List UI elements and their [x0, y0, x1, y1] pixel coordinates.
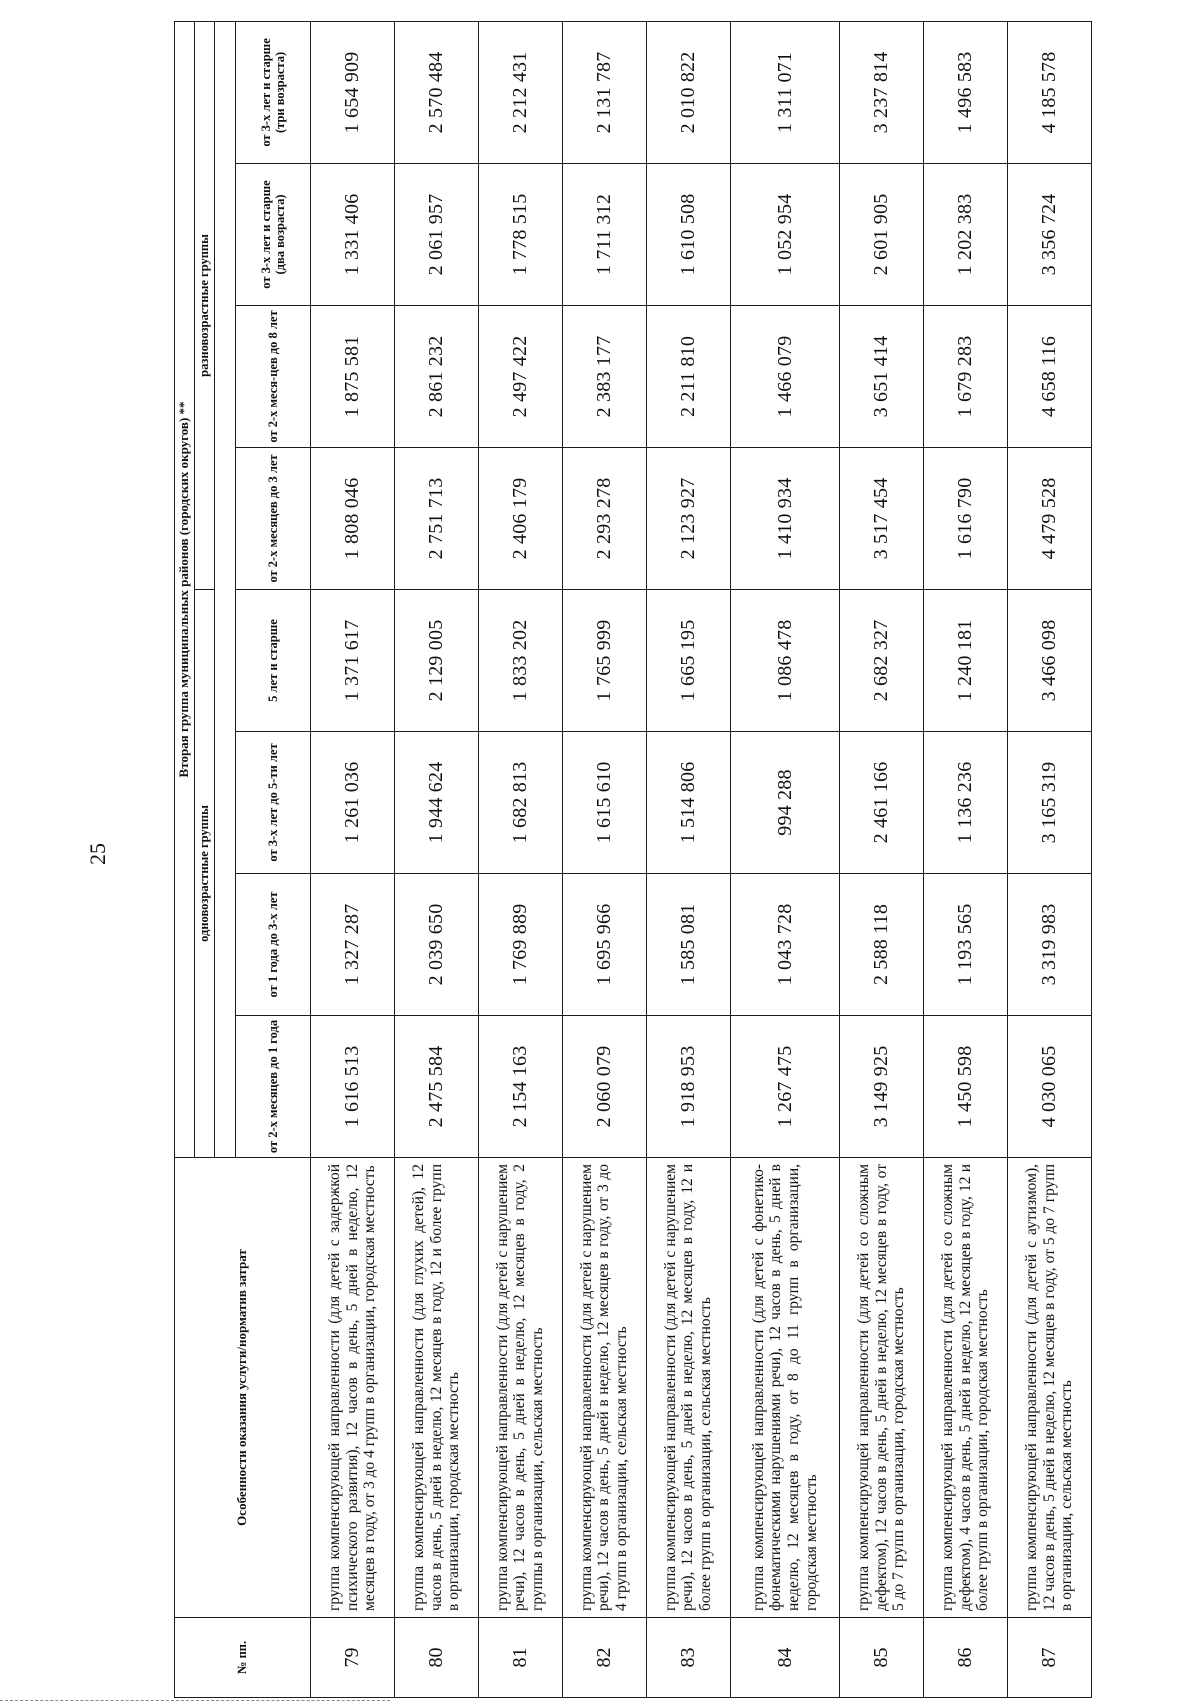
cost-value-cell: 1 808 046: [311, 448, 395, 590]
sub-header: 5 лет и старше: [236, 590, 311, 732]
sub-header: от 3-х лет и старше (два возраста): [236, 164, 311, 306]
cost-value-cell: 1 875 581: [311, 306, 395, 448]
cost-value-cell: 2 751 713: [394, 448, 478, 590]
table-row: [1007, 21, 1091, 1697]
row-number: 81: [478, 1618, 562, 1698]
cost-value-cell: 3 651 414: [840, 306, 924, 448]
cost-value-cell: 2 010 822: [646, 21, 730, 163]
cost-value-cell: 1 371 617: [311, 590, 395, 732]
row-description: группа компенсирующей направленности (для детей с аутизмом), 12 часов в день, 5 дней в неделю, 12 месяцев в году, от 5 до 7 групп в организации, сельская местность: [1007, 1158, 1091, 1618]
cost-value-cell: 1 615 610: [562, 732, 646, 874]
cost-value-cell: 2 475 584: [394, 1016, 478, 1158]
table-row: [730, 21, 840, 1697]
row-description: группа компенсирующей направленности (для детей со сложным дефектом), 4 часов в день, 5 дней в неделю, 12 месяцев в году, 12 и более групп в организации, городская местность: [924, 1158, 1008, 1618]
row-number: 85: [840, 1618, 924, 1698]
cost-value-cell: 2 123 927: [646, 448, 730, 590]
cost-value-cell: 1 240 181: [924, 590, 1008, 732]
cost-value-cell: 2 131 787: [562, 21, 646, 163]
sub-header: от 1 года до 3-х лет: [236, 874, 311, 1016]
table-row: [840, 21, 924, 1697]
table-row: [311, 21, 395, 1697]
cost-value-cell: 1 665 195: [646, 590, 730, 732]
cost-value-cell: 2 601 905: [840, 164, 924, 306]
cost-value-cell: 1 616 790: [924, 448, 1008, 590]
cost-value-cell: 2 406 179: [478, 448, 562, 590]
cost-value-cell: 1 052 954: [730, 164, 840, 306]
cost-value-cell: 3 149 925: [840, 1016, 924, 1158]
cost-value-cell: 1 679 283: [924, 306, 1008, 448]
cost-value-cell: 1 711 312: [562, 164, 646, 306]
cost-value-cell: 2 383 177: [562, 306, 646, 448]
col-desc-header: Особенности оказания услуги/норматив затрат: [175, 1158, 311, 1618]
cost-value-cell: 1 695 966: [562, 874, 646, 1016]
cost-value-cell: 2 154 163: [478, 1016, 562, 1158]
cost-value-cell: 1 267 475: [730, 1016, 840, 1158]
row-description: группа компенсирующей направленности (для детей с фонетико-фонематическими нарушениями речи), 12 часов в день, 5 дней в неделю, 12 месяцев в году, от 8 до 11 групп в организации, городская местность: [730, 1158, 840, 1618]
cost-value-cell: 1 585 081: [646, 874, 730, 1016]
cost-value-cell: 1 331 406: [311, 164, 395, 306]
cost-value-cell: 1 450 598: [924, 1016, 1008, 1158]
table-body: [311, 21, 1092, 1697]
cost-value-cell: 1 769 889: [478, 874, 562, 1016]
row-description: группа компенсирующей направленности (для детей с нарушением речи), 12 часов в день, 5 дней в неделю, 12 месяцев в году, 12 и более групп в организации, сельская местность: [646, 1158, 730, 1618]
cost-value-cell: 2 588 118: [840, 874, 924, 1016]
single-age-header: одновозрастные группы: [195, 590, 215, 1158]
row-number: 79: [311, 1618, 395, 1698]
header-spacer-row: [215, 21, 236, 1157]
cost-value-cell: 1 682 813: [478, 732, 562, 874]
cost-value-cell: 2 129 005: [394, 590, 478, 732]
cost-value-cell: 2 497 422: [478, 306, 562, 448]
cost-value-cell: 1 616 513: [311, 1016, 395, 1158]
row-number: 86: [924, 1618, 1008, 1698]
cost-value-cell: 4 479 528: [1007, 448, 1091, 590]
row-number: 87: [1007, 1618, 1091, 1698]
cost-norms-table: [174, 21, 1092, 1698]
row-number: 83: [646, 1618, 730, 1698]
cost-value-cell: 3 356 724: [1007, 164, 1091, 306]
cost-value-cell: 4 030 065: [1007, 1016, 1091, 1158]
sub-header: от 3-х лет и старше (три возраста): [236, 21, 311, 163]
cost-value-cell: 2 061 957: [394, 164, 478, 306]
cost-value-cell: 2 861 232: [394, 306, 478, 448]
cost-value-cell: 2 060 079: [562, 1016, 646, 1158]
cost-value-cell: 1 944 624: [394, 732, 478, 874]
cost-value-cell: 1 514 806: [646, 732, 730, 874]
cost-value-cell: 2 461 166: [840, 732, 924, 874]
cost-value-cell: 3 237 814: [840, 21, 924, 163]
cost-value-cell: 1 765 999: [562, 590, 646, 732]
cost-value-cell: 4 658 116: [1007, 306, 1091, 448]
cost-value-cell: 1 193 565: [924, 874, 1008, 1016]
cost-value-cell: 4 185 578: [1007, 21, 1091, 163]
cost-value-cell: 1 833 202: [478, 590, 562, 732]
cost-value-cell: 1 136 236: [924, 732, 1008, 874]
cost-value-cell: 3 466 098: [1007, 590, 1091, 732]
cost-value-cell: 1 327 287: [311, 874, 395, 1016]
cost-value-cell: 1 654 909: [311, 21, 395, 163]
cost-value-cell: 1 778 515: [478, 164, 562, 306]
sub-header: от 2-х меся-цев до 8 лет: [236, 306, 311, 448]
cost-value-cell: 1 311 071: [730, 21, 840, 163]
page-number: 25: [85, 843, 110, 865]
footer-rule: [0, 1700, 390, 1701]
cost-value-cell: 3 517 454: [840, 448, 924, 590]
sub-header: от 3-х лет до 5-ти лет: [236, 732, 311, 874]
row-number: 82: [562, 1618, 646, 1698]
cost-value-cell: 2 293 278: [562, 448, 646, 590]
row-description: группа компенсирующей направленности (для детей с нарушением речи), 12 часов в день, 5 дней в неделю, 12 месяцев в году, от 3 до 4 групп в организации, сельская местность: [562, 1158, 646, 1618]
cost-value-cell: 1 466 079: [730, 306, 840, 448]
cost-value-cell: 3 165 319: [1007, 732, 1091, 874]
table-row: [924, 21, 1008, 1697]
group-header: Вторая группа муниципальных районов (городских округов) **: [175, 21, 195, 1157]
cost-value-cell: 2 212 431: [478, 21, 562, 163]
row-description: группа компенсирующей направленности (для детей с нарушением речи), 12 часов в день, 5 дней в неделю, 12 месяцев в году, 2 группы в организации, сельская местность: [478, 1158, 562, 1618]
table-row: [478, 21, 562, 1697]
cost-value-cell: 2 682 327: [840, 590, 924, 732]
cost-value-cell: 1 086 478: [730, 590, 840, 732]
cost-value-cell: 1 410 934: [730, 448, 840, 590]
cost-value-cell: 2 570 484: [394, 21, 478, 163]
rotated-table-container: [174, 22, 1092, 1698]
table-row: [394, 21, 478, 1697]
cost-value-cell: 1 043 728: [730, 874, 840, 1016]
row-description: группа компенсирующей направленности (для глухих детей), 12 часов в день, 5 дней в неделю, 12 месяцев в году, 12 и более групп в организации, городская местность: [394, 1158, 478, 1618]
row-description: группа компенсирующей направленности (для детей с задержкой психического развития), 12 часов в день, 5 дней в неделю, 12 месяцев в году, от 3 до 4 групп в организации, городская местность: [311, 1158, 395, 1618]
table-row: [562, 21, 646, 1697]
row-number: 84: [730, 1618, 840, 1698]
cost-value-cell: 1 202 383: [924, 164, 1008, 306]
cost-value-cell: 2 211 810: [646, 306, 730, 448]
row-description: группа компенсирующей направленности (для детей со сложным дефектом), 12 часов в день, 5 дней в неделю, 12 месяцев в году, от 5 до 7 групп в организации, городская местность: [840, 1158, 924, 1618]
mixed-age-header: разновозрастные группы: [195, 21, 215, 589]
sub-header: от 2-х месяцев до 3 лет: [236, 448, 311, 590]
cost-value-cell: 2 039 650: [394, 874, 478, 1016]
cost-value-cell: 1 918 953: [646, 1016, 730, 1158]
cost-value-cell: 1 261 036: [311, 732, 395, 874]
row-number: 80: [394, 1618, 478, 1698]
cost-value-cell: 1 610 508: [646, 164, 730, 306]
col-no-header: № пп.: [175, 1618, 311, 1698]
cost-value-cell: 994 288: [730, 732, 840, 874]
cost-value-cell: 3 319 983: [1007, 874, 1091, 1016]
table-row: [646, 21, 730, 1697]
cost-value-cell: 1 496 583: [924, 21, 1008, 163]
sub-header: от 2-х месяцев до 1 года: [236, 1016, 311, 1158]
